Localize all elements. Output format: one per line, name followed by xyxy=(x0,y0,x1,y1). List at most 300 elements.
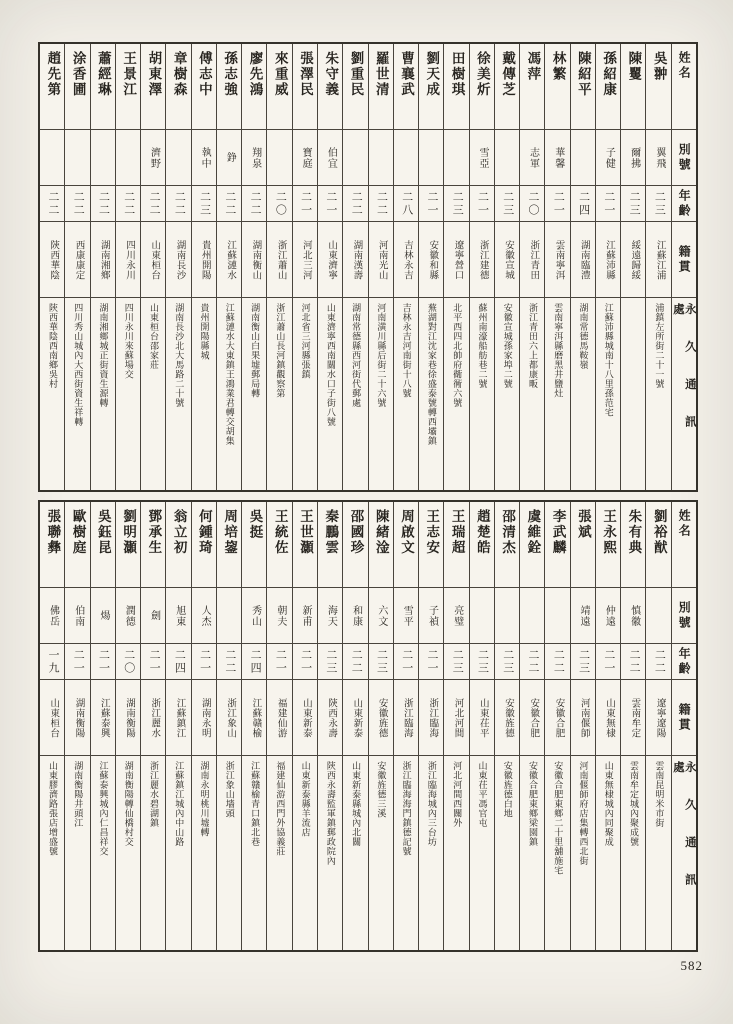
person-name xyxy=(520,502,544,588)
person-native-place-text: 河南光山 xyxy=(376,239,387,280)
person-name-text: 歐樹庭 xyxy=(70,509,86,556)
person-name-text: 劉天成 xyxy=(424,51,440,98)
person-address xyxy=(621,298,645,490)
person-address-text: 江蘇泰興城內仁昌祥交 xyxy=(98,761,109,856)
person-address xyxy=(495,298,519,490)
person-address-text: 江蘇贛榆青口鎮北巷 xyxy=(250,761,261,847)
person-address-text: 福建仙游西門外協義莊 xyxy=(275,761,286,856)
person-native-place xyxy=(369,680,393,756)
person-alias xyxy=(166,588,190,644)
person-name-text: 戴傳芝 xyxy=(500,51,516,98)
person-address xyxy=(40,756,64,950)
header-native-label-text: 籍貫 xyxy=(677,702,692,733)
person-age xyxy=(621,644,645,680)
person-native-place-text: 江蘇江浦 xyxy=(654,239,665,280)
person-name xyxy=(293,502,317,588)
person-native-place xyxy=(217,680,241,756)
person-native-place xyxy=(520,680,544,756)
person-column xyxy=(293,44,318,490)
person-name-text: 鄧承生 xyxy=(146,509,162,556)
person-name-text: 周啟文 xyxy=(399,509,415,556)
person-native-place-text: 遼寧遼陽 xyxy=(654,697,665,738)
person-native-place-text: 山東桓台 xyxy=(48,697,59,738)
person-address-text: 山東桓台邵家莊 xyxy=(149,303,159,370)
person-age-text: 二二 xyxy=(223,190,236,217)
person-address xyxy=(40,298,64,490)
person-alias xyxy=(217,130,241,186)
person-address xyxy=(318,298,342,490)
person-name-text: 王志安 xyxy=(424,509,440,556)
person-name-text: 涂香圃 xyxy=(70,51,86,98)
person-age-text: 二一 xyxy=(198,648,211,675)
person-age xyxy=(217,644,241,680)
person-native-place xyxy=(192,680,216,756)
person-name-text: 馮萍 xyxy=(525,51,541,82)
person-name-text: 陳紹平 xyxy=(575,51,591,98)
person-address-text: 吉林永吉河南街十八號 xyxy=(401,303,412,398)
person-age xyxy=(369,186,393,222)
person-age-text: 二二 xyxy=(47,190,59,217)
person-address xyxy=(470,298,494,490)
person-address xyxy=(646,298,670,490)
person-native-place-text: 雲南牟定 xyxy=(629,697,640,738)
person-native-place xyxy=(571,222,595,298)
person-alias xyxy=(596,588,620,644)
person-address-text: 山東新泰縣羊流店 xyxy=(300,761,311,837)
person-name xyxy=(571,502,595,588)
person-age-text: 二二 xyxy=(148,190,161,217)
person-native-place xyxy=(394,680,418,756)
person-name xyxy=(419,502,443,588)
person-age xyxy=(192,186,216,222)
header-age-label-text: 年齡 xyxy=(677,188,692,219)
person-name-text: 劉裕猷 xyxy=(651,509,667,556)
person-address-text: 安徽宣城孫家埠二號 xyxy=(502,303,513,389)
person-column xyxy=(318,502,343,950)
person-alias xyxy=(369,588,393,644)
person-alias-text: 子健 xyxy=(603,146,615,169)
person-alias xyxy=(646,130,670,186)
person-age-text: 二三 xyxy=(375,648,388,675)
person-address xyxy=(217,756,241,950)
person-name-text: 張斌 xyxy=(575,509,591,540)
person-alias xyxy=(166,130,190,186)
person-column xyxy=(545,502,570,950)
person-address xyxy=(318,756,342,950)
person-column xyxy=(646,502,671,950)
person-native-place-text: 安徽旌德 xyxy=(502,697,513,738)
person-age-text: 二三 xyxy=(451,648,464,675)
person-name xyxy=(166,44,190,130)
person-age xyxy=(91,186,115,222)
person-native-place-text: 江蘇沛縣 xyxy=(604,239,615,280)
person-alias-text: 朝夫 xyxy=(274,604,286,627)
person-column xyxy=(419,502,444,950)
person-alias xyxy=(545,130,569,186)
person-alias-text: 子禎 xyxy=(426,604,438,627)
person-alias xyxy=(293,588,317,644)
person-name-text: 來重威 xyxy=(272,51,288,98)
person-alias xyxy=(545,588,569,644)
person-age-text: 二一 xyxy=(602,648,615,675)
person-alias xyxy=(318,130,342,186)
person-age-text: 二一 xyxy=(425,648,438,675)
person-name-text: 陳緒淦 xyxy=(373,509,389,556)
person-name xyxy=(621,502,645,588)
person-alias xyxy=(293,130,317,186)
person-name xyxy=(495,44,519,130)
person-address-text: 四川秀山城內大西街資生祥轉 xyxy=(73,303,84,427)
person-native-place xyxy=(267,680,291,756)
person-name-text: 吳鈺昆 xyxy=(95,509,111,556)
person-age-text: 二二 xyxy=(122,190,135,217)
person-age xyxy=(217,186,241,222)
person-address-text: 安徽合肥東鄉二十里舖施宅 xyxy=(553,761,564,875)
person-age-text: 二一 xyxy=(425,190,438,217)
person-age xyxy=(166,186,190,222)
person-name xyxy=(646,502,670,588)
person-native-place xyxy=(242,680,266,756)
person-name xyxy=(394,44,418,130)
person-alias xyxy=(343,130,367,186)
person-age-text: 二二 xyxy=(350,648,363,675)
person-age-text: 二三 xyxy=(501,648,514,675)
person-name xyxy=(40,44,64,130)
person-age-text: 二〇 xyxy=(122,648,135,675)
person-alias xyxy=(571,588,595,644)
person-name-text: 吳挺 xyxy=(247,509,263,540)
person-name xyxy=(166,502,190,588)
person-alias xyxy=(267,130,291,186)
person-age xyxy=(520,186,544,222)
person-address xyxy=(166,756,190,950)
person-name-text: 傅志中 xyxy=(196,51,212,98)
person-address xyxy=(65,756,89,950)
person-address-text: 河南偃師府店集轉西北街 xyxy=(578,761,589,866)
person-age xyxy=(394,186,418,222)
person-native-place-text: 福建仙游 xyxy=(275,697,286,738)
person-name-text: 徐美炘 xyxy=(474,51,490,98)
header-age-label xyxy=(672,186,696,222)
person-name xyxy=(318,44,342,130)
person-native-place xyxy=(40,222,64,298)
person-native-place-text: 湖南衡山 xyxy=(250,239,261,280)
person-alias xyxy=(141,130,165,186)
person-native-place-text: 湖南衡陽 xyxy=(124,697,134,738)
person-alias-text: 旭東 xyxy=(173,604,185,627)
person-address-text: 河南潢川縣后街二十六號 xyxy=(376,303,387,408)
person-address-text: 湖南衡陽井頭江 xyxy=(73,761,84,828)
header-name-label-text: 姓名 xyxy=(677,509,692,539)
person-native-place-text: 西康康定 xyxy=(73,239,84,280)
person-address xyxy=(65,298,89,490)
person-native-place-text: 湖南長沙 xyxy=(174,239,185,280)
person-alias xyxy=(621,588,645,644)
person-alias xyxy=(192,588,216,644)
person-age-text: 二二 xyxy=(223,648,236,675)
person-alias xyxy=(141,588,165,644)
person-address-text: 湖南永明桃川墟轉 xyxy=(199,761,210,837)
person-address-text: 湖南衡山白果墟郵局轉 xyxy=(250,303,261,398)
person-alias-text: 新甫 xyxy=(300,604,312,627)
person-alias xyxy=(343,588,367,644)
page-number: 582 xyxy=(680,958,703,973)
person-age-text: 二三 xyxy=(577,648,590,675)
person-age xyxy=(91,644,115,680)
header-age-label-text: 年齡 xyxy=(677,646,692,677)
person-alias-text: 伯宜 xyxy=(325,146,337,169)
person-address xyxy=(545,756,569,950)
person-age-text: 二三 xyxy=(653,190,666,217)
person-address xyxy=(116,756,140,950)
person-native-place xyxy=(192,222,216,298)
person-name xyxy=(141,502,165,588)
person-age-text: 二〇 xyxy=(274,190,287,217)
person-column xyxy=(419,44,444,490)
person-alias xyxy=(444,588,468,644)
person-alias-text: 佛岳 xyxy=(47,604,59,627)
person-age xyxy=(318,644,342,680)
person-alias xyxy=(646,588,670,644)
person-age-text: 二一 xyxy=(299,190,312,217)
person-name-text: 朱有典 xyxy=(626,509,642,556)
person-name-text: 翁立初 xyxy=(171,509,187,556)
person-alias-text: 煬 xyxy=(98,610,109,621)
person-native-place xyxy=(419,222,443,298)
person-name xyxy=(40,502,64,588)
person-age xyxy=(242,186,266,222)
person-name xyxy=(267,44,291,130)
header-address-label-text: 永久通訊處 xyxy=(671,761,696,911)
person-native-place xyxy=(495,680,519,756)
person-alias xyxy=(217,588,241,644)
person-age xyxy=(192,644,216,680)
person-column xyxy=(192,502,217,950)
person-name-text: 章樹森 xyxy=(171,51,187,98)
person-alias-text: 濟野 xyxy=(148,146,160,169)
person-name xyxy=(419,44,443,130)
person-native-place-text: 山東桓台 xyxy=(149,239,160,280)
person-address-text: 四川永川來蘇場交 xyxy=(123,303,134,379)
person-alias-text: 六文 xyxy=(375,604,387,627)
person-name xyxy=(267,502,291,588)
person-age xyxy=(444,186,468,222)
person-address xyxy=(419,298,443,490)
person-address-text: 湖南常德馬鞍嶺 xyxy=(578,303,589,370)
person-name-text: 朱守義 xyxy=(323,51,339,98)
header-name-label xyxy=(672,44,696,130)
person-age-text: 二二 xyxy=(527,648,540,675)
person-alias xyxy=(444,130,468,186)
person-name-text: 王瑞超 xyxy=(449,509,465,556)
person-address xyxy=(621,756,645,950)
person-name-text: 孫志強 xyxy=(222,51,238,98)
person-age-text: 二一 xyxy=(400,648,413,675)
person-native-place xyxy=(596,222,620,298)
person-column xyxy=(470,502,495,950)
person-native-place-text: 安徽宣城 xyxy=(502,239,513,280)
person-alias xyxy=(65,588,89,644)
person-native-place xyxy=(545,680,569,756)
person-address xyxy=(369,298,393,490)
person-age xyxy=(65,644,89,680)
person-name-text: 張澤民 xyxy=(297,51,313,98)
person-address-text: 湖南湘鄉城正街資生源轉 xyxy=(98,303,109,408)
person-native-place-text: 安徽旌德 xyxy=(376,697,387,738)
person-native-place-text: 浙江象山 xyxy=(225,697,236,738)
person-column xyxy=(444,44,469,490)
person-age-text: 二二 xyxy=(628,648,641,675)
person-age xyxy=(470,644,494,680)
person-address-text: 安徽合肥東鄉梁園鎮 xyxy=(527,761,538,847)
person-native-place xyxy=(621,680,645,756)
person-native-place-text: 浙江建德 xyxy=(477,239,488,280)
person-native-place-text: 安徽和縣 xyxy=(427,239,438,280)
person-name xyxy=(65,44,89,130)
person-name-text: 張聯彝 xyxy=(45,509,61,556)
person-column xyxy=(646,44,671,490)
person-name-text: 林繁 xyxy=(550,51,566,82)
person-age xyxy=(40,644,64,680)
person-alias-text: 亮璧 xyxy=(451,604,463,627)
person-age-text: 二一 xyxy=(602,190,615,217)
person-column xyxy=(369,502,394,950)
person-name xyxy=(444,502,468,588)
person-address-text: 浙江臨海海門鎮德記號 xyxy=(401,761,412,856)
person-name xyxy=(242,44,266,130)
person-native-place-text: 遼寧營口 xyxy=(452,239,463,280)
person-address-text: 蕪湖對江沈家巷徐盛泰號轉西壩鎮 xyxy=(426,303,437,446)
person-native-place xyxy=(141,680,165,756)
person-address xyxy=(419,756,443,950)
person-age-text: 二一 xyxy=(324,190,337,217)
person-native-place-text: 湖南臨澧 xyxy=(578,239,589,280)
person-alias-text: 潤德 xyxy=(123,604,135,627)
person-native-place xyxy=(217,222,241,298)
person-age-text: 二三 xyxy=(501,190,514,217)
person-native-place-text: 吉林永吉 xyxy=(401,239,412,280)
person-age-text: 一九 xyxy=(47,648,59,675)
person-native-place xyxy=(267,222,291,298)
person-column xyxy=(192,44,217,490)
person-name xyxy=(596,44,620,130)
person-column xyxy=(545,44,570,490)
person-address-text: 浙江臨海城內三台坊 xyxy=(426,761,437,847)
person-age-text: 二二 xyxy=(653,648,666,675)
header-alias-label xyxy=(672,588,696,644)
person-alias xyxy=(192,130,216,186)
person-address xyxy=(293,298,317,490)
person-native-place xyxy=(318,680,342,756)
person-column xyxy=(116,502,141,950)
person-native-place-text: 江蘇贛榆 xyxy=(250,697,261,738)
person-age xyxy=(470,186,494,222)
person-native-place xyxy=(65,222,89,298)
person-column xyxy=(217,502,242,950)
person-name-text: 趙楚皓 xyxy=(474,509,490,556)
person-native-place-text: 江蘇漣水 xyxy=(225,239,236,280)
person-column xyxy=(470,44,495,490)
person-native-place xyxy=(444,680,468,756)
person-address-text: 雲南昆明米市街 xyxy=(654,761,665,828)
person-name xyxy=(217,44,241,130)
person-column xyxy=(116,44,141,490)
person-address-text: 陝西華陰西南鄉吳村 xyxy=(47,303,58,389)
person-column xyxy=(40,44,65,490)
person-name-text: 陳矍 xyxy=(626,51,642,82)
person-native-place xyxy=(470,680,494,756)
person-column xyxy=(520,44,545,490)
person-age-text: 二二 xyxy=(552,648,565,675)
person-native-place-text: 江蘇泰興 xyxy=(98,697,109,738)
person-name xyxy=(318,502,342,588)
person-age xyxy=(166,644,190,680)
person-name-text: 王世灝 xyxy=(297,509,313,556)
person-name-text: 秦鵬雲 xyxy=(323,509,339,556)
person-name-text: 蕭經琳 xyxy=(95,51,111,98)
person-column xyxy=(318,44,343,490)
person-column xyxy=(65,44,90,490)
person-alias-text: 執中 xyxy=(199,146,211,169)
person-alias xyxy=(621,130,645,186)
person-alias-text: 劍 xyxy=(148,610,160,621)
person-alias xyxy=(116,588,140,644)
person-age-text: 二二 xyxy=(350,190,363,217)
person-age-text: 二三 xyxy=(198,190,211,217)
person-age xyxy=(596,186,620,222)
person-column xyxy=(141,502,166,950)
person-alias xyxy=(520,130,544,186)
person-alias xyxy=(91,588,115,644)
person-column xyxy=(596,502,621,950)
person-name xyxy=(192,44,216,130)
header-address-label-text: 永久通訊處 xyxy=(671,303,696,453)
person-alias xyxy=(495,130,519,186)
person-name-text: 李武麟 xyxy=(550,509,566,556)
person-address-text: 山東新泰縣城內北關 xyxy=(351,761,362,847)
person-address xyxy=(545,298,569,490)
person-alias xyxy=(369,130,393,186)
person-column xyxy=(571,44,596,490)
person-native-place-text: 浙江麗水 xyxy=(149,697,160,738)
person-address xyxy=(343,756,367,950)
person-column xyxy=(343,502,368,950)
person-address xyxy=(192,298,216,490)
person-address-text: 浦鎮左所街二十一號 xyxy=(654,303,665,389)
person-native-place xyxy=(40,680,64,756)
person-name-text: 趙先第 xyxy=(45,51,61,98)
person-native-place xyxy=(470,222,494,298)
person-name xyxy=(116,502,140,588)
person-native-place xyxy=(141,222,165,298)
person-alias-text: 錚 xyxy=(224,152,236,163)
person-address xyxy=(91,756,115,950)
person-age-text: 二一 xyxy=(72,648,85,675)
person-age-text: 二二 xyxy=(249,190,262,217)
person-native-place-text: 陝西華陰 xyxy=(48,239,59,280)
person-alias-text: 雪亞 xyxy=(476,146,488,169)
person-name xyxy=(470,44,494,130)
person-alias xyxy=(394,130,418,186)
header-native-label xyxy=(672,680,696,756)
person-age xyxy=(545,186,569,222)
person-native-place-text: 陝西永壽 xyxy=(326,697,337,738)
person-column xyxy=(293,502,318,950)
person-native-place xyxy=(545,222,569,298)
person-alias xyxy=(267,588,291,644)
person-address xyxy=(192,756,216,950)
person-alias-text: 海天 xyxy=(325,604,337,627)
